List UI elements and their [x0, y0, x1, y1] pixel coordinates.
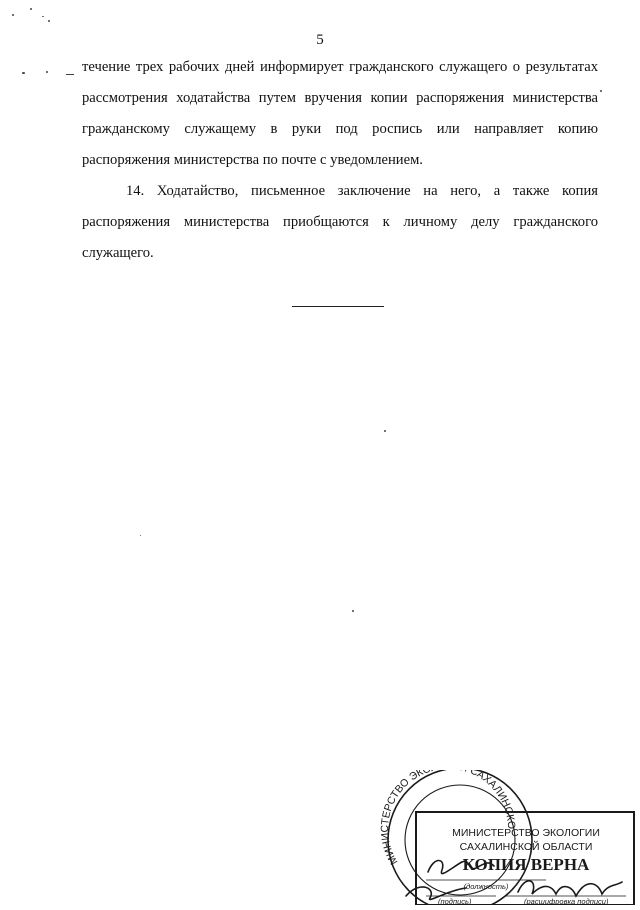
stamp-graphic	[376, 770, 640, 905]
caption-decoding: (расшифровка подписи)	[524, 897, 609, 905]
stamp-title: КОПИЯ ВЕРНА	[462, 855, 590, 874]
scan-speck	[30, 8, 32, 10]
scan-speck	[140, 535, 141, 536]
paragraph-14: 14. Ходатайство, письменное заключение на него, а также копия распоряжения министерства приобщаются к личному делу гражданского служащего.	[82, 183, 598, 261]
scan-speck	[12, 14, 14, 16]
scan-speck	[384, 430, 386, 432]
caption-signature: (подпись)	[438, 897, 472, 905]
scan-speck	[352, 610, 354, 612]
stamp-line-2: САХАЛИНСКОЙ ОБЛАСТИ	[459, 841, 593, 853]
seal-ring-text: МИНИСТЕРСТВО ЭК САХАЛИНСКО	[379, 770, 518, 867]
scan-speck	[46, 71, 48, 73]
scan-speck	[66, 74, 74, 75]
caption-position: (должность)	[463, 882, 509, 891]
scan-speck	[22, 72, 25, 74]
document-body	[82, 52, 598, 269]
page-number: 5	[316, 32, 324, 48]
end-divider	[292, 306, 384, 307]
scan-speck	[42, 16, 44, 17]
paragraph: течение трех рабочих дней информирует гражданского служащего о результатах рассмотрения ходатайства путем вручения копии распоряжения министерства гражданскому служащему в руки под роспись или направляет копию распоряжения министерства по почте с уведомлением.	[82, 59, 598, 168]
scan-speck	[600, 90, 602, 92]
scan-speck	[48, 20, 50, 22]
stamp-line-1: МИНИСТЕРСТВО ЭКОЛОГИИ	[452, 827, 600, 839]
certification-stamp	[376, 770, 640, 905]
